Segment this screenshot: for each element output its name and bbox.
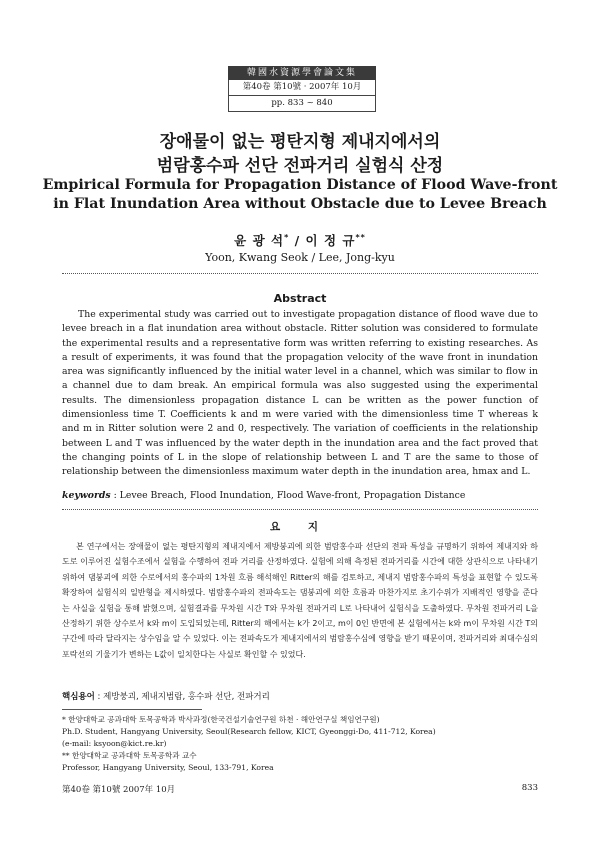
authors-english: Yoon, Kwang Seok / Lee, Jong-kyu [205,251,395,264]
abstract-heading: Abstract [273,292,327,305]
summary-keywords-sep: : [94,692,104,702]
footnote-1-line2: Ph.D. Student, Hangyang University, Seoul(Research fellow, KICT, Gyeonggi-Do, 411-712, Korea) [62,727,436,736]
title-korean-line1: 장애물이 없는 평탄지형 제내지에서의 [159,132,441,152]
abstract-text: The experimental study was carried out to investigate propagation distance of flood wave due to levee breach in a flat inundation area without obstacle. Ritter solution was considered to formulate the experimental results and a representative form was written referring to existing researches. As a result of experiments, it was found that the propagation velocity of the wave front in inundation area was significantly influenced by the initial water level in a channel, which was similar to flow in a channel due to dam break. An empirical formula was also suggested using the experimental results. The dimensionless propagation distance L can be written as the power function of dimensionless time T. Coefficients k and m were varied with the dimensionless time T whereas k and m in Ritter solution were 2 and 0, respectively. The variation of coefficients in the relationship between L and T was influenced by the water depth in the inundation area and the fact proved that the changing points of L in the slope of relationship between L and T are the same to those of relationship between the dimensionless maximum water depth in the inundation area, hmax and L. [62,309,538,478]
keywords-label: keywords [62,490,111,501]
footer-journal-issue: 第40卷 第10號 2007年 10月 [62,785,176,795]
page-footer [62,783,538,795]
summary-keywords [62,690,538,702]
summary-heading: 요 지 [270,521,330,533]
author2-mark: ** [355,232,366,242]
footnote-2-line2: Professor, Hangyang University, Seoul, 133-791, Korea [62,763,274,772]
summary-text: 본 연구에서는 장애물이 없는 평탄지형의 제내지에서 제방붕괴에 의한 범람홍수파 선단의 전파 특성을 규명하기 위하여 제내지와 하도로 이루어진 실험수조에서 실험을 수행하여 전파 거리를 산정하였다. 실험에 의해 측정된 전파거리를 시간에 대한 상관식으로 나타내기 위하여 댐붕괴에 의한 수로에서의 홍수파의 1차원 흐름 해석해인 Ritter의 해를 검토하고, 제내지 범람홍수파의 특성을 표현할 수 있도록 확장하여 실험식의 일반형을 제시하였다. 범람홍수파의 전파속도는 댐붕괴에 의한 흐름과 마찬가지로 초기수위가 지배적인 영향을 준다는 사실을 실험을 통해 밝혔으며, 실험결과를 무차원 시간 T와 무차원 전파거리 L로 나타내어 실험식을 도출하였다. 무차원 전파거리 L을 산정하기 위한 상수로서 k와 m이 도입되었는데, Ritter의 해에서는 k가 2이고, m이 0인 반면에 본 실험에서는 k와 m이 무차원 시간 T의 구간에 따라 달라지는 상수임을 알 수 있었다. 이는 전파속도가 제내지에서의 범람홍수심에 영향을 받기 때문이며, 전파거리와 최대수심의 포락선의 기울기가 변하는 L값이 일치한다는 사실로 확인할 수 있었다. [62,542,538,659]
footnote-1-line1: * 한양대학교 공과대학 토목공학과 박사과정(한국건설기술연구원 하천 · 해안연구실 책임연구원) [62,715,380,724]
authors-korean [0,231,600,249]
summary-keywords-label: 핵심용어 [62,692,95,702]
footnote-1-line3: (e-mail: ksyoon@kict.re.kr) [62,739,167,748]
footnote-rule [62,709,202,710]
footnote-2-line1: ** 한양대학교 공과대학 토목공학과 교수 [62,751,197,760]
divider-top [62,273,538,274]
journal-volume: 第40卷 第10號 · 2007年 10月 [228,80,376,96]
journal-header [228,66,376,112]
divider-middle [62,509,538,510]
keywords-text: Levee Breach, Flood Inundation, Flood Wave-front, Propagation Distance [119,490,466,501]
title-korean-line2: 범람홍수파 선단 전파거리 실험식 산정 [156,156,444,176]
journal-pages: pp. 833 ~ 840 [228,96,376,112]
title-english-line1: Empirical Formula for Propagation Distance of Flood Wave-front [42,177,558,193]
keywords-sep: : [110,490,120,501]
author1-korean: 윤 광 석 [234,233,285,248]
title-english-line2: in Flat Inundation Area without Obstacle due to Levee Breach [53,196,547,212]
journal-name: 韓國水資源學會論文集 [228,66,376,80]
author2-korean: 이 정 규 [305,233,356,248]
keywords [62,489,538,503]
author1-mark: * [284,232,290,242]
page-number: 833 [521,783,538,793]
summary-keywords-text: 제방붕괴, 제내지범람, 홍수파 선단, 전파거리 [103,692,270,702]
author-separator: / [289,233,306,248]
